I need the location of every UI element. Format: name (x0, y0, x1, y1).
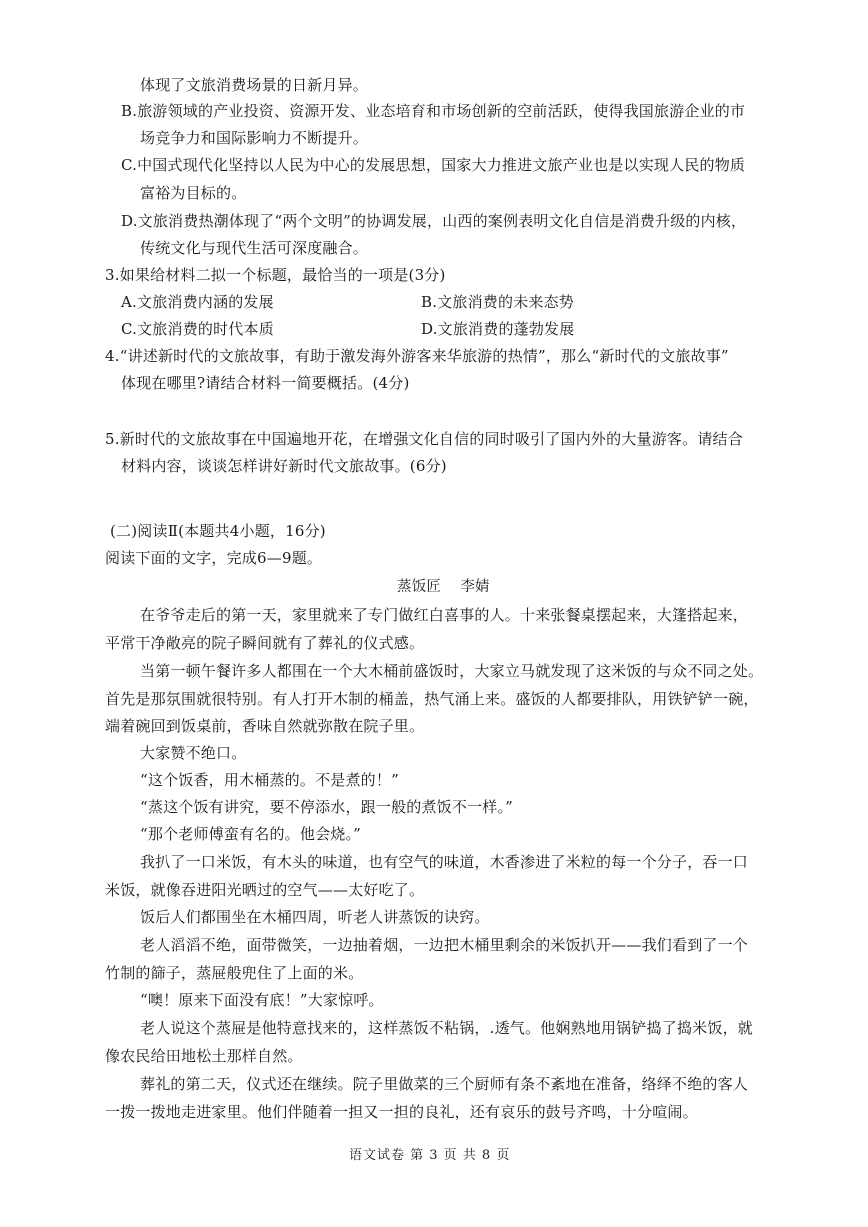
story-line: “那个老师傅蛮有名的。他会烧。” (140, 825, 362, 843)
story-line: 竹制的篩子，蒸屉般兜住了上面的米。 (105, 964, 364, 982)
reading-instruction: 阅读下面的文字，完成6—9题。 (105, 549, 323, 567)
story-line: 端着碗回到饭桌前，香味自然就弥散在院子里。 (105, 717, 425, 735)
story-line: 葬礼的第二天，仪式还在继续。院子里做菜的三个厨师有条不紊地在准备，络绎不绝的客人 (140, 1075, 749, 1093)
question-3-option-b: B.文旅消费的未来态势 (421, 293, 574, 311)
section-heading: (二)阅读Ⅱ(本题共4小题，16分) (110, 522, 326, 540)
option-d: D.文旅消费热潮体现了“两个文明”的协调发展，山西的案例表明文化自信是消费升级的内核， (121, 212, 747, 230)
story-line: 大家赞不绝口。 (140, 744, 247, 762)
question-5-line-2: 材料内容，谈谈怎样讲好新时代文旅故事。(6分) (121, 457, 447, 475)
question-3-option-c: C.文旅消费的时代本质 (121, 320, 274, 338)
question-3-option-d: D.文旅消费的蓬勃发展 (421, 320, 575, 338)
story-line: “噢！原来下面没有底！”大家惊呼。 (140, 991, 384, 1009)
page-footer: 语文试卷 第 3 页 共 8 页 (349, 1148, 511, 1163)
option-b-continuation: 场竞争力和国际影响力不断提升。 (140, 129, 369, 147)
question-4-line-1: 4.“讲述新时代的文旅故事，有助于激发海外游客来华旅游的热情”，那么“新时代的文旅故事” (105, 347, 729, 365)
story-line: 平常干净敞亮的院子瞬间就有了葬礼的仪式感。 (105, 634, 425, 652)
option-c: C.中国式现代化坚持以人民为中心的发展思想，国家大力推进文旅产业也是以实现人民的物质 (121, 156, 746, 174)
story-line: 饭后人们都围坐在木桶四周，听老人讲蒸饭的诀窍。 (140, 908, 490, 926)
story-line: “这个饭香，用木桶蒸的。不是煮的！” (140, 771, 399, 789)
story-line: 像农民给田地松土那样自然。 (105, 1047, 303, 1065)
option-d-continuation: 传统文化与现代生活可深度融合。 (140, 239, 369, 257)
story-line: 老人说这个蒸屉是他特意找来的，这样蒸饭不粘锅，.透气。他娴熟地用锅铲捣了捣米饭，就 (140, 1019, 753, 1037)
question-3-option-a: A.文旅消费内涵的发展 (121, 293, 274, 311)
story-line: 在爷爷走后的第一天，家里就来了专门做红白喜事的人。十来张餐桌摆起来，大篷搭起来， (140, 606, 749, 624)
option-b: B.旅游领域的产业投资、资源开发、业态培育和市场创新的空前活跃，使得我国旅游企业的市 (121, 102, 746, 120)
question-4-line-2: 体现在哪里?请结合材料一简要概括。(4分) (121, 374, 410, 392)
question-3-stem: 3.如果给材料二拟一个标题，最恰当的一项是(3分) (105, 266, 446, 284)
question-5-line-1: 5.新时代的文旅故事在中国遍地开花，在增强文化自信的同时吸引了国内外的大量游客。请结合 (105, 430, 743, 448)
story-line: 我扒了一口米饭，有木头的味道，也有空气的味道，木香渗进了米粒的每一个分子，吞一口 (140, 853, 749, 871)
story-line: “蒸这个饭有讲究，要不停添水，跟一般的煮饭不一样。” (140, 798, 514, 816)
option-c-continuation: 富裕为目标的。 (140, 184, 247, 202)
story-line: 当第一顿午餐许多人都围在一个大木桶前盛饭时，大家立马就发现了这米饭的与众不同之处。 (140, 662, 764, 680)
story-line: 首先是那氛围就很特别。有人打开木制的桶盖，热气涌上来。盛饭的人都要排队，用铁铲铲一碗， (105, 690, 759, 708)
option-a-continuation: 体现了文旅消费场景的日新月异。 (140, 76, 369, 94)
story-title: 蒸饭匠 李婧 (397, 579, 490, 595)
story-line: 一拨一拨地走进家里。他们伴随着一担又一担的良礼，还有哀乐的鼓号齐鸣，十分喧闹。 (105, 1103, 698, 1121)
story-line: 老人滔滔不绝，面带微笑，一边抽着烟，一边把木桶里剩余的米饭扒开——我们看到了一个 (140, 936, 749, 954)
story-line: 米饭，就像吞进阳光晒过的空气——太好吃了。 (105, 881, 425, 899)
